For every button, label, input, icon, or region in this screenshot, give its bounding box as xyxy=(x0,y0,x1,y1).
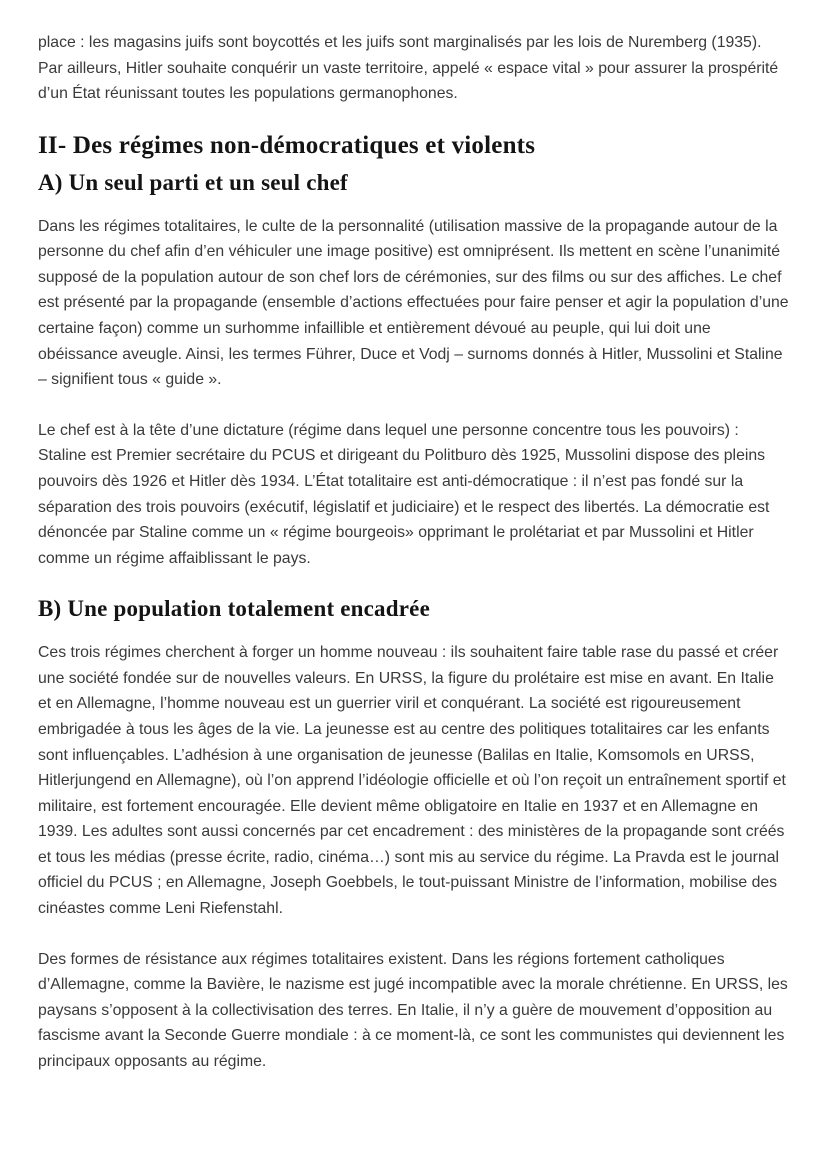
paragraph-b1: Ces trois régimes cherchent à forger un homme nouveau : ils souhaitent faire table rase du passé et créer une société fondée sur de nouvelles valeurs. En URSS, la figure du prolétaire est mise en avant. En Italie et en Allemagne, l’homme nouveau est un guerrier viril et conquérant. La société est rigoureusement embrigadée à tous les âges de la vie. La jeunesse est au centre des politiques totalitaires car les enfants sont influençables. L’adhésion à une organisation de jeunesse (Balilas en Italie, Komsomols en URSS, Hitlerjungend en Allemagne), où l’on apprend l’idéologie officielle et où l’on reçoit un entraînement sportif et militaire, est fortement encouragée. Elle devient même obligatoire en Italie en 1937 et en Allemagne en 1939. Les adultes sont aussi concernés par cet encadrement : des ministères de la propagande sont créés et tous les médias (presse écrite, radio, cinéma…) sont mis au service du régime. La Pravda est le journal officiel du PCUS ; en Allemagne, Joseph Goebbels, le tout-puissant Ministre de l’information, mobilise des cinéastes comme Leni Riefenstahl. xyxy=(38,644,786,918)
paragraph-b2: Des formes de résistance aux régimes totalitaires existent. Dans les régions fortement catholiques d’Allemagne, comme la Bavière, le nazisme est jugé incompatible avec la morale chrétienne. En URSS, les paysans s’opposent à la collectivisation des terres. En Italie, il n’y a guère de mouvement d’opposition au fascisme avant la Seconde Guerre mondiale : à ce moment-là, ce sont les communistes qui deviennent les principaux opposants au régime. xyxy=(38,950,788,1070)
paragraph-a1: Dans les régimes totalitaires, le culte de la personnalité (utilisation massive de la propagande autour de la personne du chef afin d’en véhiculer une image positive) est omniprésent. Ils mettent en scène l’unanimité supposé de la population autour de son chef lors de cérémonies, sur des films ou sur des affiches. Le chef est présenté par la propagande (ensemble d’actions effectuées pour faire penser et agir la population d’une certaine façon) comme un surhomme infaillible et entièrement dévoué au peuple, qui lui doit une obéissance aveugle. Ainsi, les termes Führer, Duce et Vodj – surnoms donnés à Hitler, Mussolini et Staline – signifient tous « guide ». xyxy=(38,217,789,389)
subsection-a-title: A) Un seul parti et un seul chef xyxy=(38,169,348,195)
paragraph-a2: Le chef est à la tête d’une dictature (régime dans lequel une personne concentre tous les pouvoirs) : Staline est Premier secrétaire du PCUS et dirigeant du Politburo dès 1925, Mussolini dispose des pleins pouvoirs dès 1926 et Hitler dès 1934. L’État totalitaire est anti-démocratique : il n’est pas fondé sur la séparation des trois pouvoirs (exécutif, législatif et judiciaire) et le respect des libertés. La démocratie est dénoncée par Staline comme un « régime bourgeois» opprimant le prolétariat et par Mussolini et Hitler comme un régime affaiblissant le pays. xyxy=(38,421,770,567)
subsection-b-title: B) Une population totalement encadrée xyxy=(38,596,430,622)
paragraph-intro: place : les magasins juifs sont boycottés et les juifs sont marginalisés par les lois de Nuremberg (1935). Par ailleurs, Hitler souhaite conquérir un vaste territoire, appelé « espace vital » pour assurer la prospérité d’un État réunissant toutes les populations germanophones. xyxy=(38,34,779,103)
section-title: II- Des régimes non-démocratiques et violents xyxy=(38,131,536,159)
